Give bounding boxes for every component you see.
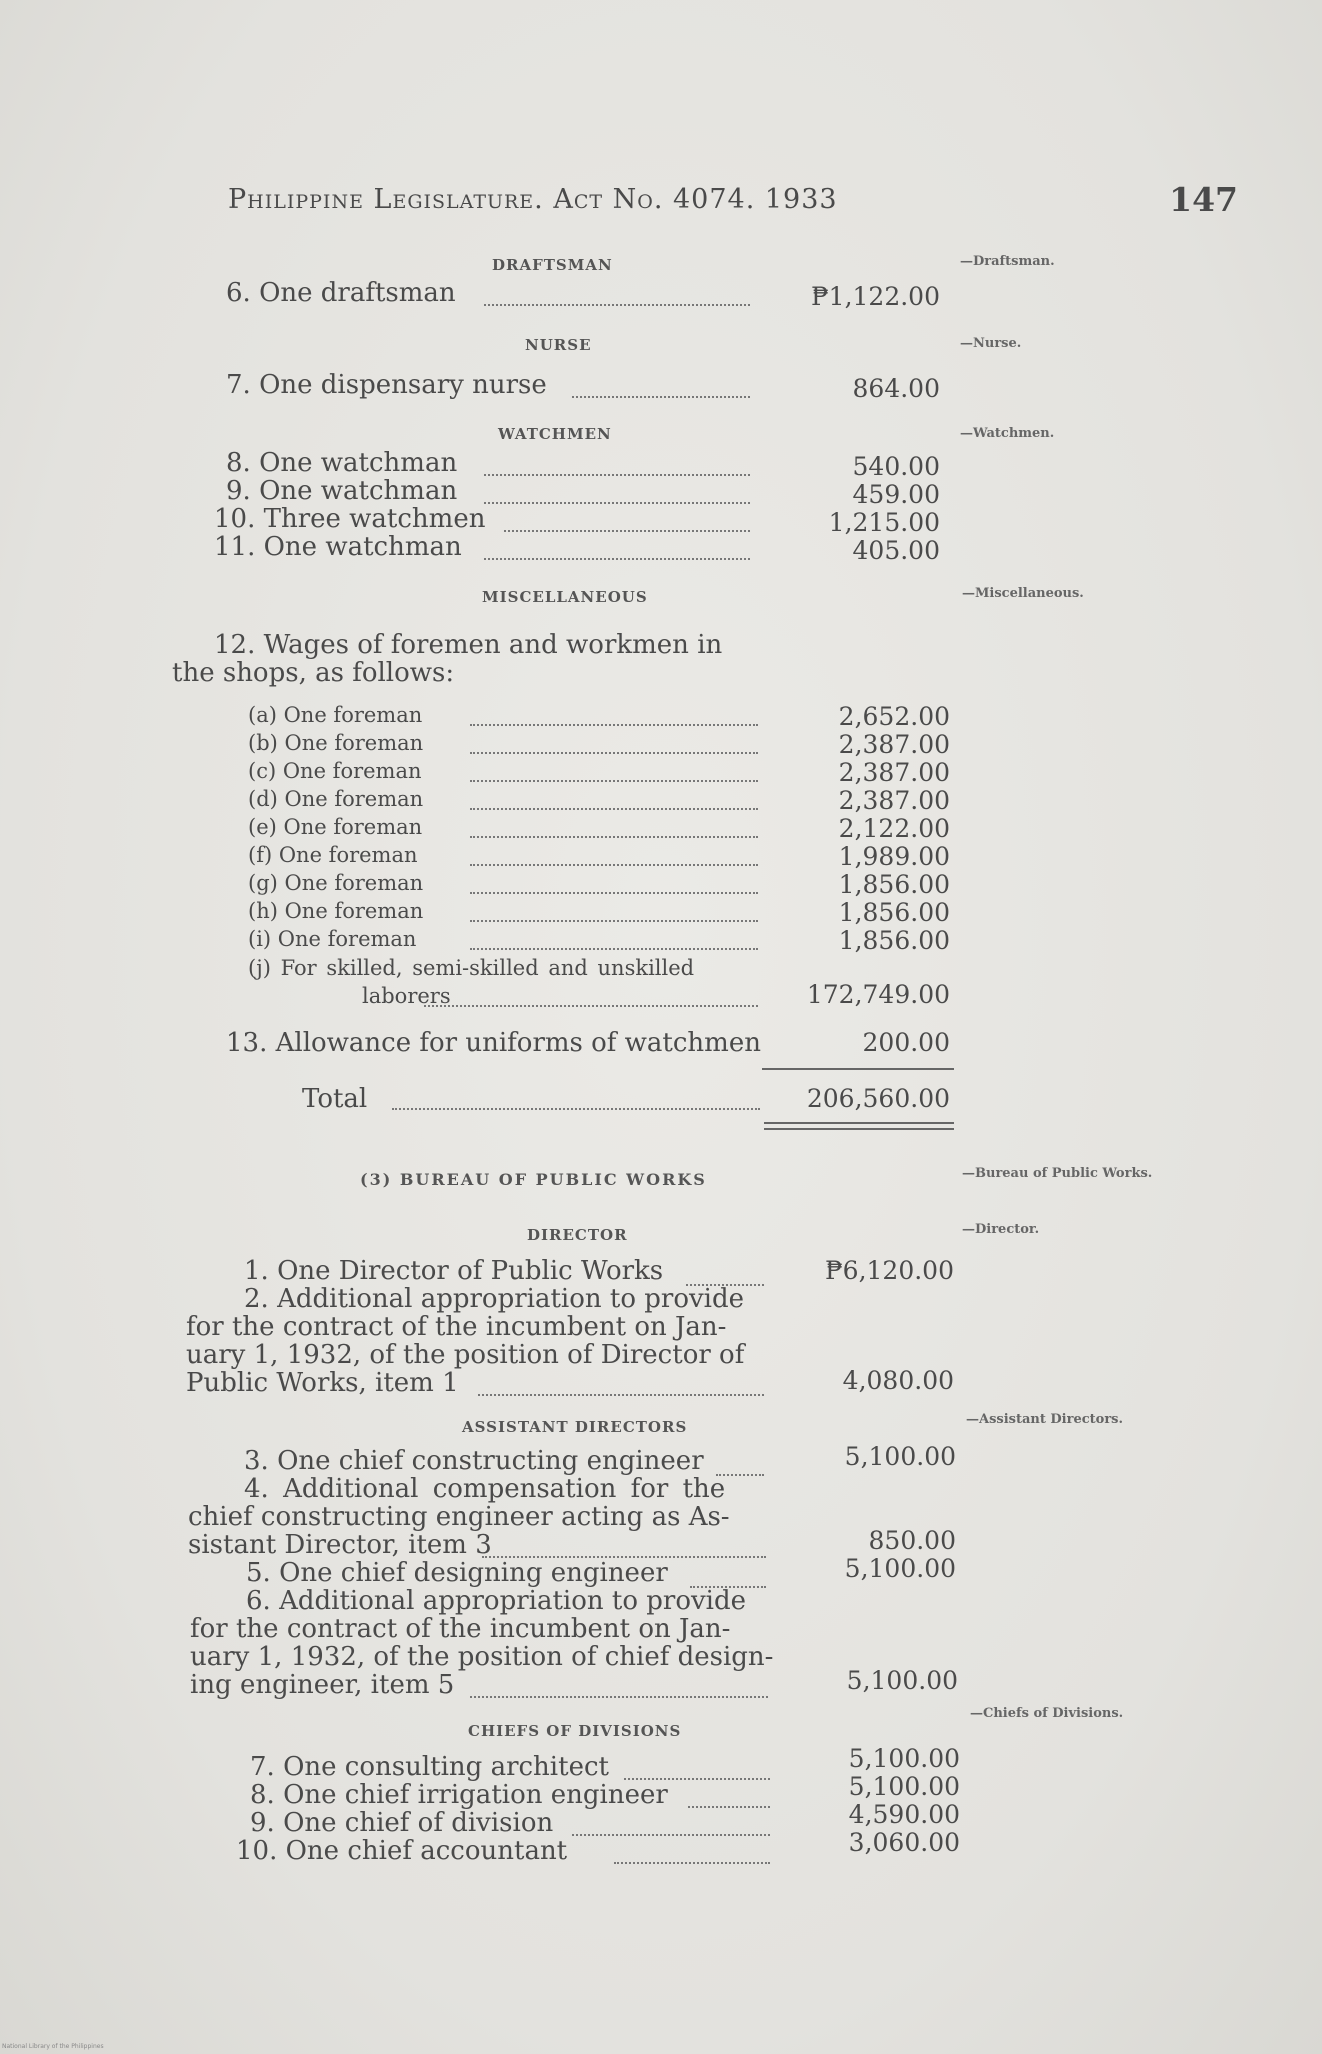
section-heading-draftsman: DRAFTSMAN <box>492 256 613 274</box>
foreman-h: (h) One foreman <box>248 899 424 923</box>
running-title: Philippine Legislature. Act No. 4074. 1933 <box>228 184 838 215</box>
item-9-chief-division: 9. One chief of division <box>250 1808 554 1838</box>
foreman-a: (a) One foreman <box>248 703 423 727</box>
dot-leader <box>484 472 750 476</box>
foreman-c: (c) One foreman <box>248 759 422 783</box>
item-6-line3: uary 1, 1932, of the position of chief design- <box>190 1642 774 1672</box>
margin-note-nurse: —Nurse. <box>960 336 1022 351</box>
margin-note-miscellaneous: —Miscellaneous. <box>962 586 1084 601</box>
page-header <box>228 180 1238 224</box>
section-heading-nurse: NURSE <box>525 336 592 354</box>
section-heading-assistant-directors: ASSISTANT DIRECTORS <box>462 1418 688 1436</box>
foreman-g: (g) One foreman <box>248 871 424 895</box>
item-6-line1: 6. Additional appropriation to provide <box>246 1586 747 1616</box>
item-6-line2: for the contract of the incumbent on Jan- <box>190 1614 731 1644</box>
dot-leader <box>614 1860 770 1864</box>
item-director: 1. One Director of Public Works <box>244 1256 664 1286</box>
laborers-line1: (j) For skilled, semi-skilled and unskilled <box>248 956 695 980</box>
item-nurse: 7. One dispensary nurse <box>226 370 547 400</box>
foreman-f: (f) One foreman <box>248 843 418 867</box>
amount-item-10: 3,060.00 <box>848 1828 960 1857</box>
amount-director: ₱6,120.00 <box>825 1256 954 1285</box>
amount-watchman-10: 1,215.00 <box>828 508 940 537</box>
item-2-line1: 2. Additional appropriation to provide <box>244 1284 745 1314</box>
amount-nurse: 864.00 <box>852 374 940 403</box>
amount-foreman-i: 1,856.00 <box>838 926 950 955</box>
item-4-line2: chief constructing engineer acting as As- <box>188 1502 730 1532</box>
laborers-line2: laborers <box>362 984 451 1008</box>
amount-foreman-d: 2,387.00 <box>838 786 950 815</box>
section-heading-chiefs-of-divisions: CHIEFS OF DIVISIONS <box>468 1722 682 1740</box>
amount-item-5: 5,100.00 <box>844 1554 956 1583</box>
amount-foreman-f: 1,989.00 <box>838 842 950 871</box>
item-2-line3: uary 1, 1932, of the position of Director of <box>186 1340 745 1370</box>
amount-laborers: 172,749.00 <box>806 980 950 1009</box>
foreman-b: (b) One foreman <box>248 731 424 755</box>
margin-note-director: —Director. <box>962 1222 1040 1237</box>
item-7-architect: 7. One consulting architect <box>250 1752 609 1782</box>
total-double-rule-top <box>764 1122 954 1124</box>
amount-foreman-a: 2,652.00 <box>838 702 950 731</box>
dot-leader <box>470 750 758 754</box>
amount-foreman-c: 2,387.00 <box>838 758 950 787</box>
dot-leader <box>484 500 750 504</box>
amount-item-3: 5,100.00 <box>844 1442 956 1471</box>
item-3: 3. One chief constructing engineer <box>244 1446 704 1476</box>
item-12-line1: 12. Wages of foremen and workmen in <box>214 630 723 660</box>
amount-item-7: 5,100.00 <box>848 1744 960 1773</box>
dot-leader <box>470 834 758 838</box>
item-draftsman: 6. One draftsman <box>226 278 456 308</box>
page-number: 147 <box>1169 180 1238 219</box>
margin-note-chiefs-of-divisions: —Chiefs of Divisions. <box>970 1706 1124 1721</box>
item-13-uniforms: 13. Allowance for uniforms of watchmen <box>226 1028 761 1058</box>
amount-watchman-11: 405.00 <box>852 536 940 565</box>
amount-item-6: 5,100.00 <box>846 1666 958 1695</box>
dot-leader <box>470 806 758 810</box>
amount-foreman-b: 2,387.00 <box>838 730 950 759</box>
amount-item-8: 5,100.00 <box>848 1772 960 1801</box>
dot-leader <box>470 862 758 866</box>
dot-leader <box>470 918 758 922</box>
dot-leader <box>478 1392 764 1396</box>
total-double-rule-bottom <box>764 1128 954 1130</box>
total-label: Total <box>302 1084 368 1114</box>
item-watchman-8: 8. One watchman <box>226 448 458 478</box>
dot-leader <box>470 890 758 894</box>
dot-leader <box>484 302 750 306</box>
item-12-line2: the shops, as follows: <box>172 658 455 688</box>
item-2-line4: Public Works, item 1 <box>186 1368 459 1398</box>
dot-leader <box>572 1832 770 1836</box>
footer-credit: National Library of the Philippines <box>2 2043 104 2050</box>
item-8-irrigation: 8. One chief irrigation engineer <box>250 1780 668 1810</box>
amount-item-4: 850.00 <box>868 1526 956 1555</box>
dot-leader <box>470 946 758 950</box>
dot-leader <box>688 1804 770 1808</box>
section-heading-watchmen: WATCHMEN <box>498 425 612 443</box>
amount-item-2: 4,080.00 <box>842 1366 954 1395</box>
amount-foreman-e: 2,122.00 <box>838 814 950 843</box>
section-heading-miscellaneous: MISCELLANEOUS <box>482 588 648 606</box>
dot-leader <box>504 528 750 532</box>
margin-note-assistant-directors: —Assistant Directors. <box>966 1412 1124 1427</box>
margin-note-watchmen: —Watchmen. <box>960 426 1055 441</box>
item-watchman-11: 11. One watchman <box>214 532 462 562</box>
dot-leader <box>470 1694 768 1698</box>
sum-rule <box>762 1068 954 1070</box>
amount-watchman-8: 540.00 <box>852 452 940 481</box>
dot-leader <box>484 556 750 560</box>
dot-leader <box>470 722 758 726</box>
amount-uniforms: 200.00 <box>862 1028 950 1057</box>
foreman-e: (e) One foreman <box>248 815 423 839</box>
margin-note-draftsman: —Draftsman. <box>960 254 1055 269</box>
item-2-line2: for the contract of the incumbent on Jan- <box>186 1312 727 1342</box>
item-5: 5. One chief designing engineer <box>246 1558 668 1588</box>
item-watchman-9: 9. One watchman <box>226 476 458 506</box>
item-4-line1: 4. Additional compensation for the <box>244 1474 726 1504</box>
item-4-line3: sistant Director, item 3 <box>188 1530 492 1560</box>
dot-leader <box>470 778 758 782</box>
foreman-i: (i) One foreman <box>248 927 417 951</box>
amount-item-9: 4,590.00 <box>848 1800 960 1829</box>
section-heading-bureau: (3) BUREAU OF PUBLIC WORKS <box>360 1170 707 1189</box>
dot-leader <box>424 1003 758 1007</box>
margin-note-bureau: —Bureau of Public Works. <box>962 1166 1153 1181</box>
section-heading-director: DIRECTOR <box>527 1226 628 1244</box>
amount-draftsman: ₱1,122.00 <box>811 282 940 311</box>
amount-foreman-h: 1,856.00 <box>838 898 950 927</box>
total-amount: 206,560.00 <box>806 1084 950 1113</box>
amount-watchman-9: 459.00 <box>852 480 940 509</box>
item-10-accountant: 10. One chief accountant <box>236 1836 568 1866</box>
amount-foreman-g: 1,856.00 <box>838 870 950 899</box>
dot-leader <box>572 394 750 398</box>
dot-leader <box>392 1106 760 1110</box>
item-6-line4: ing engineer, item 5 <box>190 1670 455 1700</box>
item-watchman-10: 10. Three watchmen <box>214 504 486 534</box>
foreman-d: (d) One foreman <box>248 787 424 811</box>
